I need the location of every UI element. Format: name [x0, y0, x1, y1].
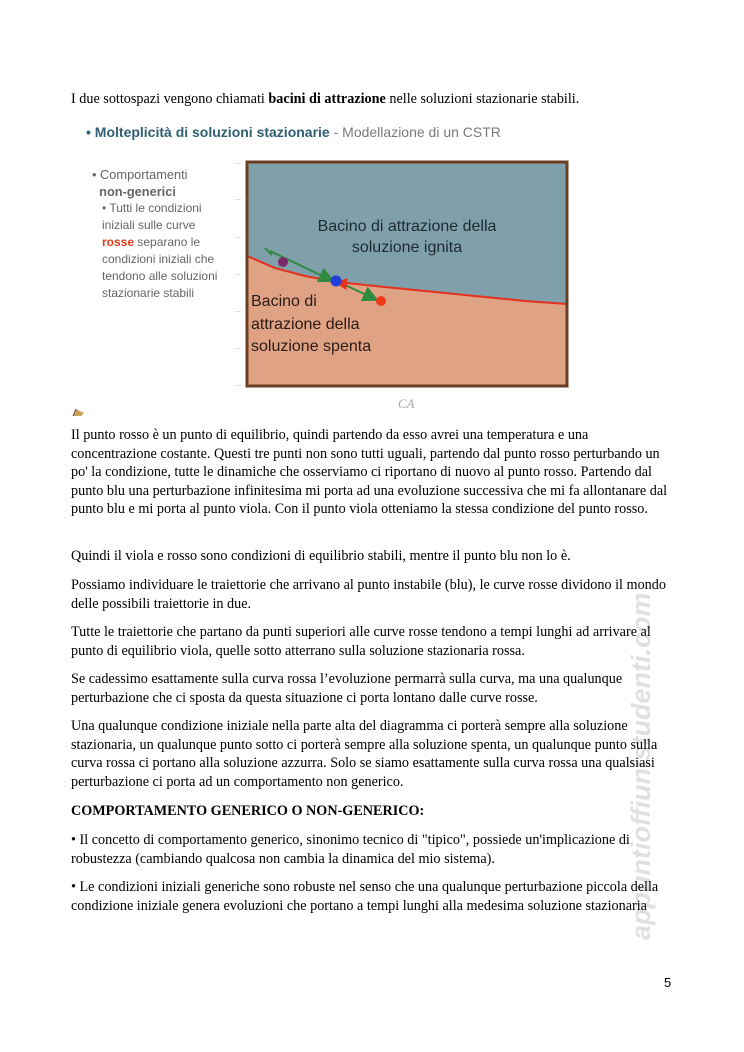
paragraph-3: Possiamo individuare le traiettorie che arrivano al punto instabile (blu), le curve rosse dividono il mondo delle possibili traiettorie in due.	[71, 577, 666, 612]
violet-equilibrium-point	[278, 257, 288, 267]
slide-title-rest: - Modellazione di un CSTR	[329, 124, 501, 140]
y-tick: —	[235, 309, 241, 315]
paragraph-1: Il punto rosso è un punto di equilibrio, quindi partendo da esso avrei una temperatura e una concentrazione costante. Questi tre punti non sono tutti uguali, partendo dal punto rosso perturbando un po' la condizione, tutte le dinamiche che osserviamo ci riportano di nuovo al punto rosso. Partendo dal punto blu una perturbazione infinitesima mi porta ad una evoluzione successiva che mi fa allontanare dal punto blu e mi porta al punto viola. Con il punto viola otteniamo la stessa condizione del punto rosso.	[71, 427, 668, 518]
slide-title: • Molteplicità di soluzioni stazionarie - Modellazione di un CSTR	[86, 124, 501, 140]
intro-paragraph	[71, 90, 671, 109]
sub-bullet-text-b: separano le condizioni iniziali che tendono alle soluzioni stazionarie stabili	[102, 235, 218, 300]
basin-diagram-svg	[225, 158, 585, 418]
bullet-1-line-a: Comportamenti	[100, 167, 188, 182]
watermark	[622, 540, 662, 940]
top-region-line-1: Bacino di attrazione della	[317, 218, 497, 235]
pen-icon	[72, 404, 86, 422]
intro-text-end: nelle soluzioni stazionarie stabili.	[385, 91, 580, 107]
paragraph-4: Tutte le traiettorie che partano da punti superiori alle curve rosse tendono a tempi lunghi ad arrivare al punto di equilibrio viola, quelle sotto atterrano sulla soluzione stazionaria rossa.	[71, 624, 651, 659]
top-region-line-2: soluzione ignita	[351, 239, 463, 256]
red-equilibrium-point	[376, 296, 386, 306]
slide-bullets	[92, 166, 222, 302]
bottom-region-line-3: soluzione spenta	[251, 338, 372, 355]
section-heading: COMPORTAMENTO GENERICO O NON-GENERICO:	[71, 803, 425, 819]
slide-bullet-1: • Comportamenti non-generici	[92, 167, 188, 199]
bottom-region-line-1: Bacino di	[251, 293, 317, 310]
y-tick: —	[235, 235, 241, 241]
watermark-svg	[622, 540, 662, 940]
y-tick: —	[235, 383, 241, 389]
paragraph-7: • Il concetto di comportamento generico, sinonimo tecnico di "tipico", possiede un'implicazione di robustezza (cambiando qualcosa non cambia la dinamica del mio sistema).	[71, 832, 630, 867]
y-tick: —	[235, 197, 241, 203]
sub-bullet-text-a: Tutti le condizioni iniziali sulle curve	[102, 201, 202, 232]
paragraph-5: Se cadessimo esattamente sulla curva rossa l’evoluzione permarrà sulla curva, ma una qualunque perturbazione che ci sposta da questa situazione ci porta lontano dalle curve rosse.	[71, 671, 623, 706]
x-axis-label: CA	[398, 396, 415, 411]
blue-unstable-point	[331, 276, 342, 287]
paragraph-2: Quindi il viola e rosso sono condizioni di equilibrio stabili, mentre il punto blu non lo è.	[71, 548, 571, 564]
y-tick: —	[235, 346, 241, 352]
bottom-region-line-2: attrazione della	[251, 316, 360, 333]
slide-title-main: Molteplicità di soluzioni stazionarie	[94, 124, 330, 140]
y-tick: —	[235, 161, 241, 167]
intro-text: I due sottospazi vengono chiamati	[71, 91, 269, 107]
basin-diagram	[225, 158, 585, 418]
y-tick-labels	[235, 161, 241, 389]
pen-icon-svg	[72, 407, 86, 417]
sub-bullet-red-word: rosse	[102, 235, 135, 249]
y-tick: —	[235, 272, 241, 278]
intro-bold-term: bacini di attrazione	[268, 91, 386, 107]
paragraph-6: Una qualunque condizione iniziale nella parte alta del diagramma ci porterà sempre alla soluzione stazionaria, un qualunque punto sotto ci porterà sempre alla soluzione spenta, un qualunque punto sulla curva rossa ci portano alla soluzione azzurra. Solo se siamo esattamente sulla curva rossa una qualsiasi perturbazione ci porta ad un comportamento non generico.	[71, 718, 658, 790]
slide-sub-bullet: • Tutti le condizioni iniziali sulle curve rosse separano le condizioni iniziali che tendono alle soluzioni stazionarie stabili	[102, 201, 218, 300]
bullet-1-line-b: non-generici	[99, 184, 176, 199]
page-number: 5	[664, 975, 672, 990]
watermark-text: appuntioffiunistudenti.com	[626, 592, 656, 940]
paragraph-8: • Le condizioni iniziali generiche sono robuste nel senso che una qualunque perturbazione piccola della condizione iniziale genera evoluzioni che portano a tempi lunghi alla medesima soluzione stazionaria	[71, 879, 659, 914]
